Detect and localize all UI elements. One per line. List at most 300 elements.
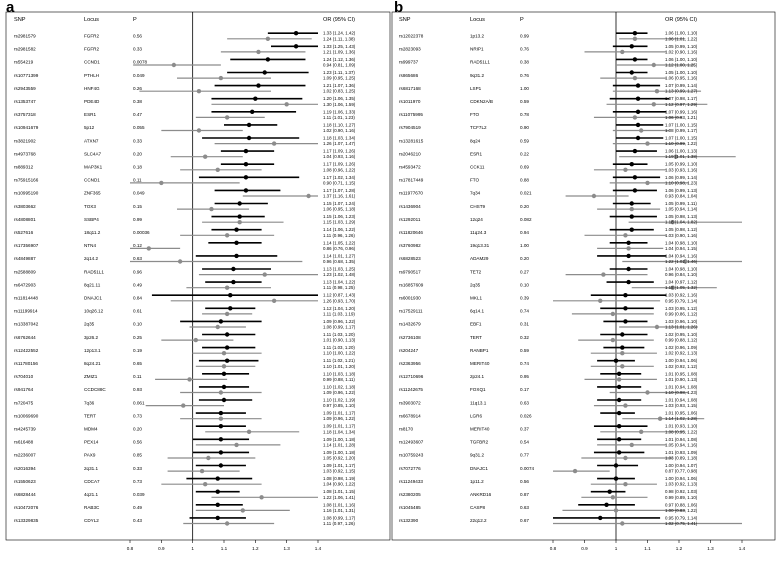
or-ci-text: 1.05 (0.99, 1.11) — [665, 201, 697, 206]
snp-id: rs204247 — [399, 347, 419, 353]
or-point — [626, 267, 630, 271]
p-value: 0.95 — [520, 374, 529, 380]
locus-name: CDYL2 — [84, 518, 99, 524]
or-point — [256, 50, 260, 54]
or-ci-text: 1.09 (1.00, 1.18) — [323, 449, 356, 455]
or-ci-text: 1.33 (1.25, 1.43) — [323, 43, 356, 49]
locus-name: CCND1 — [84, 177, 100, 183]
or-point — [216, 516, 220, 520]
or-point — [652, 63, 656, 67]
p-value: 0.56 — [520, 478, 529, 484]
or-ci-text: 1.06 (0.93, 1.21) — [665, 114, 698, 120]
or-point — [636, 123, 640, 127]
or-ci-text: 1.11 (1.02, 1.21) — [323, 358, 355, 364]
or-point — [244, 188, 248, 192]
or-ci-text: 1.11 (1.03, 1.20) — [323, 332, 355, 337]
x-tick-label: 1.4 — [314, 546, 322, 551]
or-point — [216, 168, 220, 172]
or-ci-text: 1.04 (0.98, 1.10) — [665, 266, 698, 272]
or-point — [266, 57, 270, 61]
locus-name: TET2 — [470, 269, 482, 275]
snp-id: rs2981582 — [14, 46, 36, 52]
or-ci-text: 1.20 (1.06, 1.35) — [323, 96, 356, 102]
p-value: 0.38 — [520, 59, 529, 65]
or-ci-text: 1.05 (0.94, 1.14) — [665, 206, 698, 212]
locus-name: 2q35 — [84, 321, 95, 327]
or-ci-text: 1.03 (0.96, 1.10) — [665, 318, 698, 324]
or-point — [645, 141, 649, 145]
p-value: 0.22 — [520, 151, 529, 157]
or-ci-text: 1.04 (0.93, 1.16) — [323, 154, 356, 160]
p-value: 0.59 — [520, 99, 529, 104]
or-ci-text: 1.00 (0.83, 1.22) — [665, 507, 698, 513]
x-tick-label: 1.3 — [707, 546, 714, 551]
snp-id: rs3821902 — [14, 138, 36, 144]
snp-id: rs3760982 — [399, 243, 421, 249]
or-point — [244, 149, 248, 153]
or-ci-text: 1.06 (0.95, 1.16) — [665, 75, 698, 81]
or-point — [623, 306, 627, 310]
or-point — [630, 207, 634, 211]
or-ci-text: 1.00 (0.94, 1.07) — [665, 463, 698, 468]
x-tick-label: 0.9 — [581, 546, 588, 551]
or-point — [614, 508, 618, 512]
or-point — [272, 299, 276, 303]
or-ci-text: 1.00 (0.94, 1.06) — [665, 476, 698, 482]
locus-name: FGFR2 — [84, 33, 100, 39]
or-point — [263, 272, 267, 276]
or-point — [237, 214, 241, 218]
locus-name: NTN4 — [84, 243, 96, 249]
locus-name: 5p12 — [84, 125, 95, 131]
locus-name: ADAM29 — [470, 256, 489, 262]
locus-name: 8q24.21 — [84, 361, 101, 366]
snp-id: rs4808801 — [14, 216, 36, 222]
p-value: 0.15 — [133, 203, 142, 209]
snp-id: rs11820646 — [399, 230, 423, 235]
locus-name: LSP1 — [470, 85, 482, 91]
or-point — [626, 241, 630, 245]
p-value: 0.56 — [133, 439, 142, 445]
snp-id: rs2588809 — [14, 269, 36, 275]
snp-id: rs13329835 — [14, 518, 39, 524]
or-ci-text: 1.10 (1.03, 1.18) — [323, 371, 356, 377]
locus-name: CCK11 — [470, 164, 485, 170]
locus-name: 10q26.12 — [84, 308, 104, 314]
or-ci-text: 1.12 (1.00, 1.25) — [665, 62, 698, 68]
locus-name: CDCA7 — [84, 478, 100, 484]
or-point — [614, 476, 618, 480]
snp-id: rs1432679 — [399, 321, 421, 327]
or-ci-text: 1.03 (0.93, 1.15) — [665, 403, 698, 409]
locus-name: 2q14.2 — [84, 256, 99, 262]
or-point — [306, 194, 310, 198]
or-ci-text: 0.99 (0.89, 1.10) — [665, 494, 698, 500]
or-point — [636, 136, 640, 140]
p-value: 0.74 — [520, 361, 529, 366]
or-point — [253, 97, 257, 101]
or-point — [200, 469, 204, 473]
snp-id: rs1011970 — [399, 99, 421, 104]
locus-name: HNF4G — [84, 85, 100, 91]
snp-id: rs720475 — [14, 400, 34, 406]
locus-name: TCF7L2 — [470, 125, 487, 131]
or-ci-text: 1.26 (1.07, 1.47) — [323, 141, 356, 147]
header-locus: Locus — [470, 17, 485, 23]
or-ci-text: 1.21 (1.09, 1.36) — [323, 49, 356, 55]
snp-id: rs1292011 — [399, 216, 421, 222]
locus-name: PDE4D — [84, 99, 100, 104]
or-point — [244, 175, 248, 179]
or-point — [219, 437, 223, 441]
or-point — [181, 403, 185, 407]
or-point — [617, 424, 621, 428]
p-value: 0.93 — [133, 387, 142, 393]
snp-id: rs10472076 — [14, 505, 39, 511]
snp-id: rs6828444 — [14, 492, 36, 497]
or-ci-text: 1.06 (0.95, 1.18) — [323, 206, 356, 212]
or-ci-text: 1.18 (1.03, 1.34) — [323, 135, 356, 141]
locus-name: PAX9 — [84, 452, 96, 458]
snp-id: rs11249433 — [399, 478, 423, 484]
snp-id: rs17356907 — [14, 243, 39, 249]
snp-id: rs3803662 — [14, 203, 36, 209]
or-point — [645, 390, 649, 394]
locus-name: 9q31.2 — [470, 72, 485, 78]
x-tick-label: 1.2 — [252, 546, 259, 551]
panel-letter: a — [6, 0, 15, 16]
or-ci-text: 1.11 (1.03, 1.19) — [323, 311, 355, 317]
or-ci-text: 1.11 (1.01, 1.23) — [323, 114, 355, 120]
or-ci-text: 1.02 (0.90, 1.16) — [665, 49, 698, 55]
snp-id: rs132390 — [399, 518, 419, 524]
snp-id: rs1550623 — [14, 478, 36, 484]
p-value: 0.59 — [520, 138, 529, 144]
p-value: 0.96 — [133, 269, 142, 275]
locus-name: 11q24.3 — [470, 230, 487, 235]
or-point — [256, 83, 260, 87]
locus-name: MERIT40 — [470, 426, 490, 432]
or-ci-text: 1.02 (0.75, 1.41) — [665, 521, 698, 526]
or-ci-text: 1.10 (0.99, 1.22) — [665, 141, 698, 147]
p-value: 0.33 — [133, 46, 142, 52]
locus-name: 12q24 — [470, 216, 483, 222]
snp-id: rs4973768 — [14, 151, 36, 157]
or-point — [636, 110, 640, 114]
or-ci-text: 1.09 (0.96, 1.22) — [323, 416, 356, 422]
snp-id: rs2236007 — [14, 452, 36, 458]
header-p: P — [133, 17, 137, 23]
or-ci-text: 0.99 (0.88, 1.11) — [323, 376, 355, 382]
p-value: 0.94 — [520, 230, 529, 235]
or-point — [219, 463, 223, 467]
or-point — [225, 521, 229, 525]
x-tick-label: 1.1 — [220, 546, 228, 551]
snp-id: rs7072776 — [399, 465, 421, 471]
or-ci-text: 1.14 (1.05, 1.22) — [323, 240, 356, 246]
snp-id: rs2736108 — [399, 334, 421, 340]
or-ci-text: 1.04 (0.90, 1.22) — [323, 481, 356, 487]
or-point — [655, 89, 659, 93]
or-point — [633, 37, 637, 41]
locus-name: ZMIZ1 — [84, 374, 98, 380]
or-point — [219, 390, 223, 394]
locus-name: MAP3K1 — [84, 164, 103, 170]
locus-name: CASP8 — [470, 505, 486, 511]
x-tick-label: 0.9 — [158, 546, 165, 551]
p-value: 0.18 — [133, 164, 142, 170]
or-ci-text: 1.02 (0.92, 1.12) — [665, 363, 698, 369]
or-point — [623, 403, 627, 407]
panel-letter: b — [394, 0, 404, 16]
or-point — [633, 31, 637, 35]
locus-name: 2p24.1 — [470, 374, 485, 380]
or-ci-text: 1.01 (0.93, 1.09) — [665, 449, 698, 455]
or-ci-text: 0.94 (0.81, 1.09) — [323, 62, 356, 68]
or-point — [216, 503, 220, 507]
locus-name: MDM4 — [84, 426, 98, 432]
or-point — [655, 325, 659, 329]
or-ci-text: 1.08 (1.01, 1.16) — [323, 502, 356, 508]
or-point — [250, 110, 254, 114]
or-ci-text: 0.86 (0.76, 0.96) — [323, 245, 356, 251]
p-value: 0.78 — [520, 112, 529, 118]
or-point — [237, 220, 241, 224]
or-ci-text: 1.09 (0.96, 1.22) — [323, 390, 356, 395]
or-point — [617, 385, 621, 389]
p-value: 0.49 — [133, 282, 142, 288]
or-point — [630, 70, 634, 74]
p-value: 0.17 — [520, 387, 529, 393]
or-ci-text: 1.15 (1.06, 1.23) — [323, 214, 356, 220]
or-ci-text: 1.19 (1.01, 1.38) — [665, 154, 698, 160]
or-ci-text: 1.02 (0.95, 1.10) — [665, 332, 698, 337]
p-value: 0.61 — [133, 308, 142, 314]
x-tick-label: 1 — [191, 546, 194, 551]
or-ci-text: 1.04 (0.94, 1.16) — [665, 253, 698, 259]
p-value: 0.73 — [133, 478, 142, 484]
or-point — [219, 319, 223, 323]
locus-name: 11q13.1 — [470, 400, 487, 406]
or-ci-text: 1.19 (1.06, 1.33) — [323, 109, 356, 115]
x-tick-label: 1.2 — [675, 546, 683, 551]
or-ci-text: 1.02 (0.96, 1.09) — [665, 345, 698, 351]
or-point — [617, 372, 621, 376]
or-ci-text: 1.14 (1.06, 1.22) — [323, 227, 356, 233]
or-point — [263, 70, 267, 74]
or-ci-text: 1.13 (0.99, 1.27) — [665, 88, 698, 94]
or-ci-text: 1.15 (1.07, 1.24) — [323, 201, 356, 206]
or-ci-text: 1.10 (0.98, 1.23) — [665, 180, 698, 186]
or-point — [626, 280, 630, 284]
or-ci-text: 1.22 (1.02, 1.46) — [665, 259, 698, 264]
locus-name: FOXQ1 — [470, 387, 486, 393]
snp-id: rs11814448 — [14, 295, 38, 301]
or-point — [159, 181, 163, 185]
snp-id: rs865686 — [399, 72, 419, 78]
locus-name: CCDC88C — [84, 387, 106, 393]
or-point — [633, 188, 637, 192]
p-value: 0.99 — [133, 216, 142, 222]
or-ci-text: 1.17 (1.09, 1.26) — [323, 148, 356, 154]
locus-name: 8q21.11 — [84, 282, 101, 288]
locus-name: ATXN7 — [84, 138, 99, 144]
p-value: 0.63 — [520, 400, 529, 406]
locus-name: 7q36 — [84, 400, 95, 406]
or-point — [620, 521, 624, 525]
or-ci-text: 1.18 (1.04, 1.82) — [665, 219, 698, 225]
p-value: 0.87 — [520, 492, 529, 497]
snp-id: rs10995190 — [14, 190, 39, 196]
or-ci-text: 1.08 (0.98, 1.19) — [323, 476, 356, 482]
or-point — [617, 411, 621, 415]
or-ci-text: 1.13 (1.03, 1.25) — [323, 266, 356, 272]
or-ci-text: 1.17 (1.02, 1.34) — [323, 174, 356, 180]
x-tick-label: 1.3 — [283, 546, 290, 551]
or-ci-text: 1.18 (1.10, 1.27) — [323, 122, 356, 128]
or-ci-text: 1.10 (0.98, 1.23) — [665, 390, 698, 395]
p-value: 0.061 — [133, 400, 145, 406]
or-ci-text: 1.23 (1.02, 1.48) — [323, 272, 356, 278]
snp-id: rs17529111 — [399, 308, 423, 314]
locus-name: LGR6 — [470, 413, 483, 419]
or-point — [598, 516, 602, 520]
or-point — [620, 50, 624, 54]
locus-name: RANBP1 — [470, 347, 489, 353]
or-point — [231, 280, 235, 284]
snp-id: rs6817168 — [399, 85, 421, 91]
snp-id: rs12422552 — [14, 347, 39, 353]
locus-name: DNAJC1 — [470, 465, 488, 471]
snp-id: rs941764 — [14, 387, 34, 393]
snp-id: rs11977670 — [399, 190, 423, 196]
or-point — [645, 181, 649, 185]
p-value: 0.84 — [133, 295, 142, 301]
or-ci-text: 0.96 (0.68, 1.35) — [323, 259, 356, 264]
or-ci-text: 1.01 (0.94, 1.08) — [665, 397, 698, 403]
or-point — [194, 338, 198, 342]
or-ci-text: 0.97 (0.85, 1.10) — [323, 403, 356, 409]
or-point — [225, 233, 229, 237]
snp-id: rs1045485 — [399, 505, 421, 511]
or-ci-text: 1.14 (1.02, 1.28) — [665, 416, 698, 422]
locus-name: 4q21.1 — [84, 492, 99, 497]
or-ci-text: 1.02 (0.92, 1.13) — [665, 350, 698, 356]
or-ci-text: 1.37 (1.16, 1.61) — [323, 193, 356, 199]
or-ci-text: 1.03 (0.93, 1.16) — [665, 167, 698, 173]
p-value: 0.20 — [133, 151, 142, 157]
or-ci-text: 1.09 (1.00, 1.18) — [323, 436, 356, 442]
or-point — [633, 57, 637, 61]
snp-id: rs11242675 — [399, 387, 423, 393]
snp-id: rs16857609 — [399, 282, 424, 288]
snp-id: rs6828523 — [399, 256, 421, 262]
or-point — [633, 115, 637, 119]
locus-name: 8q24 — [470, 138, 481, 144]
p-value: 0.54 — [520, 439, 529, 445]
or-point — [244, 162, 248, 166]
or-ci-text: 1.03 (0.95, 1.12) — [665, 305, 698, 311]
p-value: 0.055 — [133, 125, 145, 131]
p-value: 0.49 — [133, 505, 142, 511]
snp-id: rs12022378 — [399, 33, 424, 39]
snp-id: rs6001930 — [399, 295, 421, 301]
snp-id: rs2046210 — [399, 151, 421, 157]
p-value: 0.049 — [133, 190, 145, 196]
snp-id: rs8170 — [399, 426, 414, 432]
snp-id: rs2363956 — [399, 361, 421, 366]
locus-name: FTO — [470, 177, 480, 183]
p-value: 0.74 — [520, 308, 529, 314]
or-ci-text: 1.07 (1.00, 1.15) — [665, 122, 698, 128]
locus-name: MKL1 — [470, 295, 483, 301]
or-point — [225, 286, 229, 290]
or-ci-text: 1.09 (0.96, 1.22) — [323, 318, 356, 324]
or-point — [630, 44, 634, 48]
p-value: 0.85 — [133, 452, 142, 458]
or-ci-text: 1.10 (1.02, 1.18) — [323, 384, 356, 390]
or-point — [228, 306, 232, 310]
or-point — [222, 351, 226, 355]
or-point — [272, 141, 276, 145]
or-ci-text: 1.12 (0.97, 1.29) — [665, 101, 698, 107]
p-value: 0.65 — [133, 361, 142, 366]
or-point — [172, 63, 176, 67]
p-value: 1.00 — [520, 243, 529, 249]
or-point — [626, 246, 630, 250]
p-value: 0.33 — [133, 465, 142, 471]
locus-name: PEX14 — [84, 439, 99, 445]
or-point — [222, 385, 226, 389]
or-ci-text: 0.98 (0.92, 1.03) — [665, 489, 698, 495]
snp-id: rs10771399 — [14, 72, 39, 78]
p-value: 0.67 — [520, 518, 529, 524]
locus-name: DNAJC1 — [84, 295, 102, 301]
or-ci-text: 1.09 (0.95, 1.25) — [323, 75, 356, 81]
or-point — [206, 456, 210, 460]
or-point — [219, 411, 223, 415]
or-ci-text: 1.18 (1.05, 1.32) — [665, 285, 698, 291]
or-point — [630, 162, 634, 166]
p-value: 0.31 — [520, 321, 529, 327]
or-ci-text: 1.06 (1.00, 1.10) — [665, 30, 698, 36]
snp-id: rs2380205 — [399, 492, 421, 497]
x-tick-label: 1.1 — [644, 546, 651, 551]
snp-id: rs11780156 — [14, 361, 38, 366]
p-value: 0.049 — [133, 72, 145, 78]
or-ci-text: 1.06 (1.01, 1.22) — [665, 36, 698, 42]
snp-id: rs6472903 — [14, 282, 36, 288]
or-ci-text: 1.05 (0.99, 1.10) — [665, 43, 698, 49]
or-point — [219, 424, 223, 428]
or-point — [614, 463, 618, 467]
p-value: 0.27 — [520, 269, 529, 275]
or-point — [234, 254, 238, 258]
p-value: 0.33 — [133, 138, 142, 144]
or-point — [636, 83, 640, 87]
or-ci-text: 1.07 (0.99, 1.14) — [665, 83, 698, 89]
or-ci-text: 1.13 (1.04, 1.22) — [323, 279, 356, 285]
or-ci-text: 1.01 (0.95, 1.08) — [665, 371, 698, 377]
snp-id: rs616488 — [14, 439, 34, 445]
or-point — [604, 503, 608, 507]
locus-name: 3p26.2 — [84, 334, 99, 340]
snp-id: rs2981579 — [14, 33, 36, 39]
or-point — [225, 312, 229, 316]
or-ci-text: 0.93 (0.84, 1.04) — [665, 193, 698, 199]
or-point — [178, 259, 182, 263]
or-point — [592, 194, 596, 198]
